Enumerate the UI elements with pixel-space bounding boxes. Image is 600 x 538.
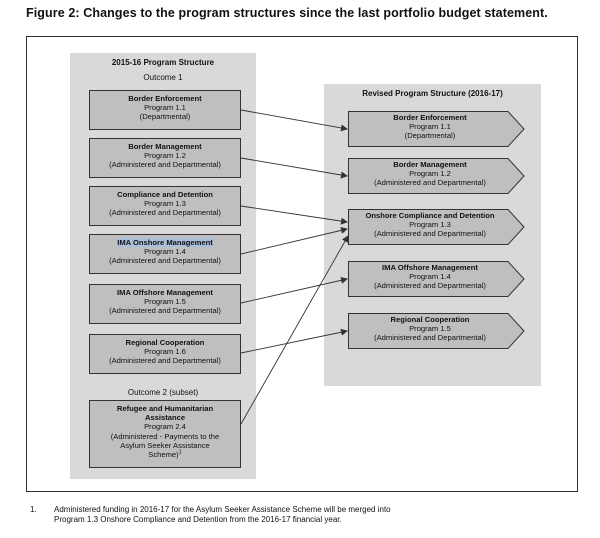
footnote-marker: 1	[178, 449, 182, 456]
box-title: Border Management	[393, 160, 467, 169]
box-title-line1: Refugee and Humanitarian	[116, 404, 214, 413]
box-program: Program 1.5	[144, 297, 186, 307]
box-type: (Administered and Departmental)	[109, 160, 221, 170]
box-type: (Administered and Departmental)	[374, 229, 486, 239]
box-title: Regional Cooperation	[390, 315, 470, 324]
box-type-line1: (Administered - Payments to the	[110, 431, 220, 441]
box-title: IMA Offshore Management	[117, 288, 213, 297]
connector-compliance-detention	[241, 206, 347, 222]
box-type: (Administered and Departmental)	[109, 306, 221, 316]
connector-border-management	[241, 158, 347, 176]
connector-refugee-to-onshore	[241, 236, 348, 424]
figure-title: Figure 2: Changes to the program structures since the last portfolio budget statement.	[26, 6, 548, 20]
left-panel-heading: 2015-16 Program Structure	[111, 58, 215, 67]
box-title: Onshore Compliance and Detention	[365, 211, 495, 220]
box-title-highlighted: IMA Onshore Management	[117, 238, 213, 247]
box-type: (Administered and Departmental)	[374, 281, 486, 291]
box-type: (Departmental)	[404, 131, 456, 141]
box-program: Program 1.3	[144, 199, 186, 209]
box-title: Border Enforcement	[393, 113, 467, 122]
right-panel-heading: Revised Program Structure (2016-17)	[362, 89, 503, 98]
box-program: Program 2.4	[144, 422, 186, 432]
box-type-line2: Asylum Seeker Assistance	[120, 440, 210, 450]
outcome-2-label: Outcome 2 (subset)	[127, 388, 199, 397]
box-program: Program 1.6	[144, 347, 186, 357]
box-title: Regional Cooperation	[125, 338, 205, 347]
connector-border-enforcement	[241, 110, 347, 129]
box-program: Program 1.2	[144, 151, 186, 161]
box-title: Border Enforcement	[128, 94, 202, 103]
outcome-1-label: Outcome 1	[143, 73, 183, 82]
box-type: (Administered and Departmental)	[109, 256, 221, 266]
box-program: Program 1.1	[144, 103, 186, 113]
connector-ima-onshore	[241, 229, 347, 254]
footnote-line2: Program 1.3 Onshore Compliance and Detention from the 2016-17 financial year.	[54, 515, 342, 524]
box-type: (Administered and Departmental)	[374, 178, 486, 188]
box-title: Compliance and Detention	[117, 190, 213, 199]
box-program: Program 1.4	[144, 247, 186, 257]
box-type: (Departmental)	[139, 112, 191, 122]
footnote-number: 1.	[30, 505, 37, 514]
box-program: Program 1.3	[409, 220, 451, 230]
box-type: (Administered and Departmental)	[109, 356, 221, 366]
box-program: Program 1.4	[409, 272, 451, 282]
box-type: (Administered and Departmental)	[374, 333, 486, 343]
box-type: (Administered and Departmental)	[109, 208, 221, 218]
box-program: Program 1.2	[409, 169, 451, 179]
connector-ima-offshore	[241, 279, 347, 303]
box-title: Border Management	[128, 142, 202, 151]
box-program: Program 1.5	[409, 324, 451, 334]
box-program: Program 1.1	[409, 122, 451, 132]
connector-regional-cooperation	[241, 331, 347, 353]
footnote-line1: Administered funding in 2016-17 for the Asylum Seeker Assistance Scheme will be merged into	[54, 505, 391, 514]
box-title: IMA Offshore Management	[382, 263, 478, 272]
box-type-line3: Scheme)	[148, 450, 179, 460]
box-title-line2: Assistance	[144, 413, 186, 423]
